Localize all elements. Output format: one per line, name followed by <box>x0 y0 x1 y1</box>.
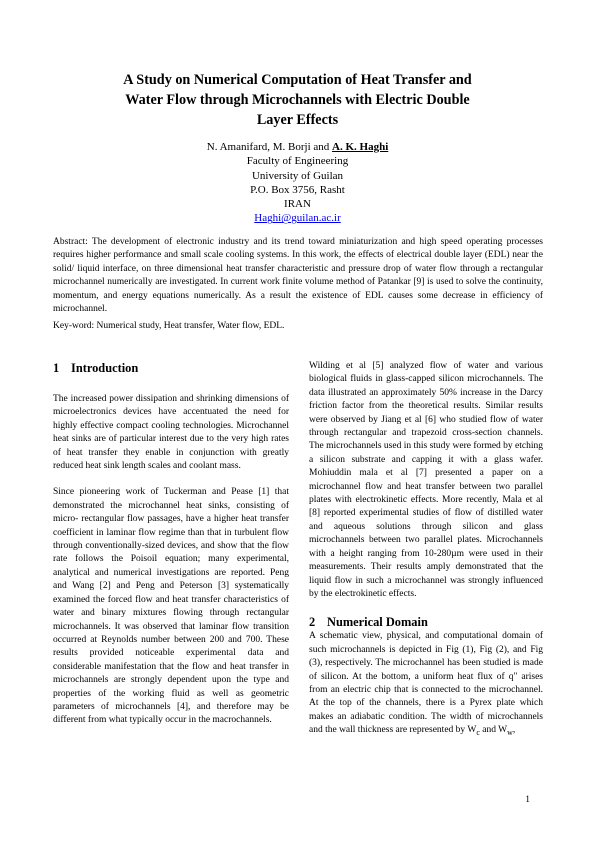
domain-trailing-comma: , <box>512 725 516 736</box>
subscript-w: w <box>507 728 513 738</box>
title-line: A Study on Numerical Computation of Heat Transfer and <box>123 72 472 88</box>
section-number: 1 <box>53 361 60 375</box>
author-names-prefix: N. Amanifard, M. Borji and <box>206 141 333 153</box>
right-column <box>309 360 543 739</box>
title-line: Layer Effects <box>256 112 339 128</box>
corresponding-author: A. K. Haghi <box>332 141 389 153</box>
section-heading-introduction <box>53 360 289 376</box>
domain-and-text: and W <box>479 725 508 736</box>
section-number: 2 <box>309 615 316 630</box>
affiliation-line: P.O. Box 3756, Rasht <box>250 183 345 196</box>
domain-paragraph-text: A schematic view, physical, and computational domain of such microchannels is depicted in Fig (1), Fig (2), and Fig (3), respectively. The microchannel has been studied is made of silicon. At the bottom, a uniform heat flux of q" arises from an electric chip that is connected to the microchannel. At the top of the channels, there is a Pyrex plate which makes an adiabatic condition. The width of microchannels and the wall thickness are represented by W <box>309 631 543 736</box>
affiliation-line: Faculty of Engineering <box>246 155 349 168</box>
author-names <box>60 140 535 154</box>
intro-paragraph-2: Since pioneering work of Tuckerman and Pease [1] that demonstrated the microchannel heat sinks, consisting of micro- rectangular flow passages, have a higher heat transfer coefficient in laminar flow regime than that in turbulent flow through conventionally-sized devices, and show that the flow rate follows the Poisoil equation; many experimental, analytical and numerical investigations are reported. Peng and Wang [2] and Peng and Peterson [3] systematically examined the forced flow and heat transfer characteristics of water and binary mixtures flowing through rectangular microchannels. It was observed that laminar flow transition occurred at Reynolds number between 200 and 700. These results provided noticeable experimental data and considerable manifestation that the flow and heat transfer in microchannels are strongly dependent upon the type and properties of the working fluid as well as geometric parameters of microchannels [4], and therefore may be different from what typically occur in the macrochannels. <box>53 487 289 726</box>
page-number: 1 <box>525 795 530 805</box>
author-email-link[interactable]: Haghi@guilan.ac.ir <box>254 212 341 225</box>
intro-paragraph-3: Wilding et al [5] analyzed flow of water and various biological fluids in glass-capped silicon microchannels. The data illustrated an approximately 50% increase in the Darcy friction factor from the theoretical results. Similar results were observed by Jiang et al [6] who studied flow of water through rectangular and trapezoid cross-section channels. The microchannels used in this study were formed by etching a silicon substrate and capping it with a glass wafer. Mohiuddin mala et al [7] presented a paper on a microchannel flow and heat transfer between two parallel plates with electrokinetic effects. More recently, Mala et al [8] reported experimental studies of flow of distilled water and aqueous solutions through silicon and glass microchannels between two parallel plates. Microchannels with a height ranging from 10-280µm were used in their measurements. Their results amply demonstrated that the liquid flow in such a microchannel was strongly influenced by the electrokinetic effects. <box>309 361 544 599</box>
section-heading-numerical-domain <box>309 614 543 630</box>
section-title: Numerical Domain <box>327 615 428 630</box>
affiliation-line: IRAN <box>284 198 311 211</box>
keywords: Key-word: Numerical study, Heat transfer, Water flow, EDL. <box>53 321 285 331</box>
paper-title <box>60 70 535 130</box>
author-block <box>60 140 535 226</box>
intro-paragraph-1: The increased power dissipation and shrinking dimensions of microelectronics devices have accentuated the need for highly effective compact cooling technologies. Microchannel heat sinks are of particular interest due to the very high rates of heat transfer they enable in conjunction with greatly reduced heat sink length scales and coolant mass. <box>53 394 289 472</box>
abstract: Abstract: The development of electronic industry and its trend toward miniaturization and high speed operating processes requires higher performance and small scale cooling systems. In this work, the effects of electrical double layer (EDL) near the solid/ liquid interface, on three dimensional heat transfer characteristic and pressure drop of water flow through a rectangular microchannel numerically are investigated. In current work finite volume method of Patankar [9] is used to solve the continuity, momentum, and energy equations numerically. As a result the existence of EDL causes some decrease in efficiency of microchannel. <box>53 237 543 315</box>
section-title: Introduction <box>71 361 139 375</box>
left-column <box>53 360 289 728</box>
domain-paragraph-1 <box>309 630 543 739</box>
subscript-c: c <box>476 728 480 738</box>
title-line: Water Flow through Microchannels with Electric Double <box>125 92 470 108</box>
affiliation-line: University of Guilan <box>251 169 344 182</box>
